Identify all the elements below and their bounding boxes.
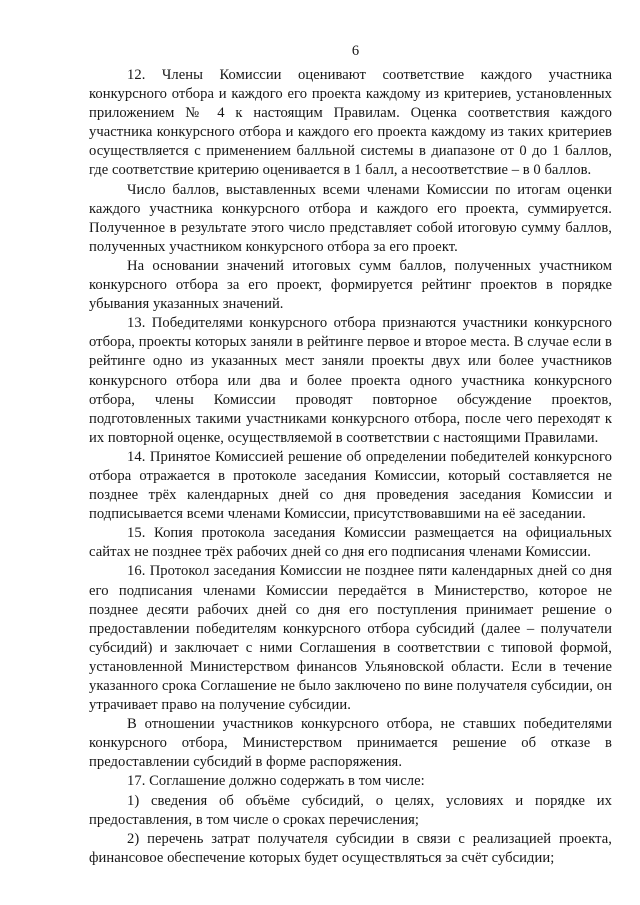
paragraph-refusal: В отношении участников конкурсного отбора, не ставших победителями конкурсного отбора, Министерством принимается решение об отказе в предоставлении субсидий в форме распоряжения. — [89, 716, 612, 771]
paragraph-15: 15. Копия протокола заседания Комиссии размещается на официальных сайтах не позднее трёх рабочих дней со дня его подписания членами Комиссии. — [89, 525, 612, 561]
paragraph-13: 13. Победителями конкурсного отбора признаются участники конкурсного отбора, проекты которых заняли в рейтинге первое и второе места. В случае если в рейтинге одно из указанных мест заняли проекты двух или более участников конкурсного отбора или два и более проекта одного участника конкурсного отбора, члены Комиссии проводят повторное обсуждение проектов, подготовленных такими участниками конкурсного отбора, после чего переходят к их повторной оценке, осуществляемой в соответствии с настоящими Правилами. — [89, 315, 612, 446]
paragraph-14: 14. Принятое Комиссией решение об определении победителей конкурсного отбора отражается в протоколе заседания Комиссии, который составляется не позднее трёх календарных дней со дня проведения заседания Комиссии и подписывается всеми членами Комиссии, присутствовавшими на её заседании. — [89, 448, 612, 523]
paragraph-score-sum: Число баллов, выставленных всеми членами Комиссии по итогам оценки каждого участника конкурсного отбора и каждого его проекта, суммируется. Полученное в результате этого число представляет собой итоговую сумму баллов, полученных участником конкурсного отбора за его проект. — [89, 181, 612, 255]
paragraph-rating: На основании значений итоговых сумм баллов, полученных участником конкурсного отбора за его проект, формируется рейтинг проектов в порядке убывания указанных значений. — [89, 257, 612, 313]
paragraph-12: 12. Члены Комиссии оценивают соответствие каждого участника конкурсного отбора и каждого его проекта каждому из критериев, установленных приложением № 4 к настоящим Правилам. Оценка соответствия каждого участника конкурсного отбора и каждого его проекта каждому из таких критериев осуществляется с применением балльной системы в диапазоне от 0 до 1 баллов, где соответствие критерию оценивается в 1 балл, а несоответствие – в 0 баллов. — [89, 67, 612, 179]
paragraph-16: 16. Протокол заседания Комиссии не позднее пяти календарных дней со дня его подписания членами Комиссии передаётся в Министерство, которое не позднее десяти рабочих дней со дня его поступления принимает решение о предоставлении победителям конкурсного отбора субсидий (далее – получатели субсидий) и заключает с ними Соглашения в соответствии с типовой формой, установленной Министерством финансов Ульяновской области. Если в течение указанного срока Соглашение не было заключено по вине получателя субсидии, он утрачивает право на получение субсидии. — [89, 563, 612, 714]
page-number: 6 — [351, 43, 360, 59]
paragraph-17: 17. Соглашение должно содержать в том числе: — [127, 773, 425, 790]
list-item-2: 2) перечень затрат получателя субсидии в связи с реализацией проекта, финансовое обеспечение которых будет осуществляться за счёт субсидии; — [89, 830, 612, 866]
list-item-1: 1) сведения об объёме субсидий, о целях, условиях и порядке их предоставления, в том числе о сроках перечисления; — [89, 792, 612, 828]
